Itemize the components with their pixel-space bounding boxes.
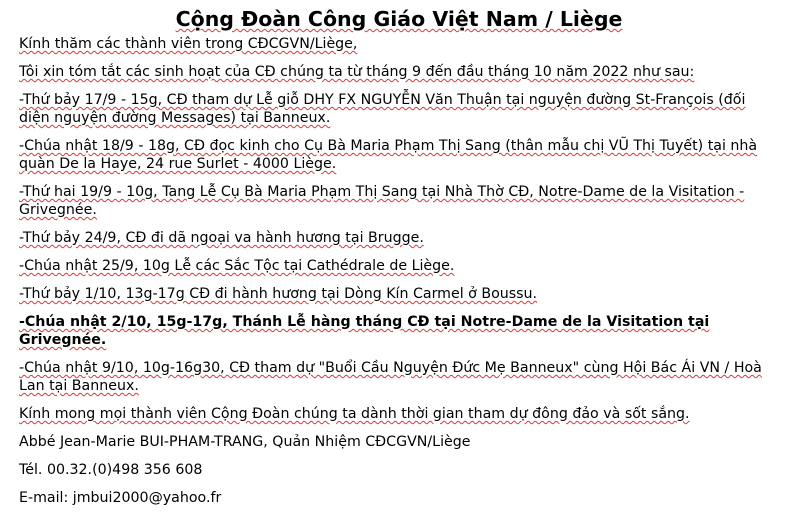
greeting: Kính thăm các thành viên trong CĐCGVN/Liège,: [19, 36, 358, 52]
event-item: -Chúa nhật 9/10, 10g-16g30, CĐ tham dự "Buổi Cầu Nguyện Đức Mẹ Banneux" cùng Hội Bác Ái VN / Hoà Lan tại Banneux.: [19, 360, 762, 394]
event-item: -Thứ bảy 24/9, CĐ đi dã ngoại va hành hương tại Brugge.: [19, 230, 424, 246]
event-item-highlighted: -Chúa nhật 2/10, 15g-17g, Thánh Lễ hàng tháng CĐ tại Notre-Dame de la Visitation tại Grivegnée.: [19, 314, 710, 348]
intro: Tôi xin tóm tắt các sinh hoạt của CĐ chúng ta từ tháng 9 đến đầu tháng 10 năm 2022 như sau:: [19, 64, 695, 80]
closing-text: Kính mong mọi thành viên Cộng Đoàn chúng ta dành thời gian tham dự đông đảo và sốt sắng.: [19, 406, 690, 422]
event-item: -Chúa nhật 25/9, 10g Lễ các Sắc Tộc tại Cathédrale de Liège.: [19, 258, 455, 274]
phone-number: Tél. 00.32.(0)498 356 608: [19, 462, 203, 478]
event-item: -Thứ bảy 1/10, 13g-17g CĐ đi hành hương tại Dòng Kín Carmel ở Boussu.: [19, 286, 538, 302]
document-title: Cộng Đoàn Công Giáo Việt Nam / Liège: [175, 7, 623, 31]
signature: Abbé Jean-Marie BUI-PHAM-TRANG, Quản Nhiệm CĐCGVN/Liège: [19, 434, 471, 450]
email-address: E-mail: jmbui2000@yahoo.fr: [19, 490, 222, 506]
event-item: -Thứ hai 19/9 - 10g, Tang Lễ Cụ Bà Maria Phạm Thị Sang tại Nhà Thờ CĐ, Notre-Dame de la Visitation - Grivegnée.: [19, 184, 745, 218]
event-item: -Thứ bảy 17/9 - 15g, CĐ tham dự Lễ giỗ DHY FX NGUYỄN Văn Thuận tại nguyện đường St-François (đối diện nguyện đường Messages) tại Banneux.: [19, 92, 746, 126]
event-item: -Chúa nhật 18/9 - 18g, CĐ đọc kinh cho Cụ Bà Maria Phạm Thị Sang (thân mẫu chị VŨ Thị Tuyết) tại nhà quàn De la Haye, 24 rue Surlet - 4000 Liège.: [19, 138, 758, 172]
